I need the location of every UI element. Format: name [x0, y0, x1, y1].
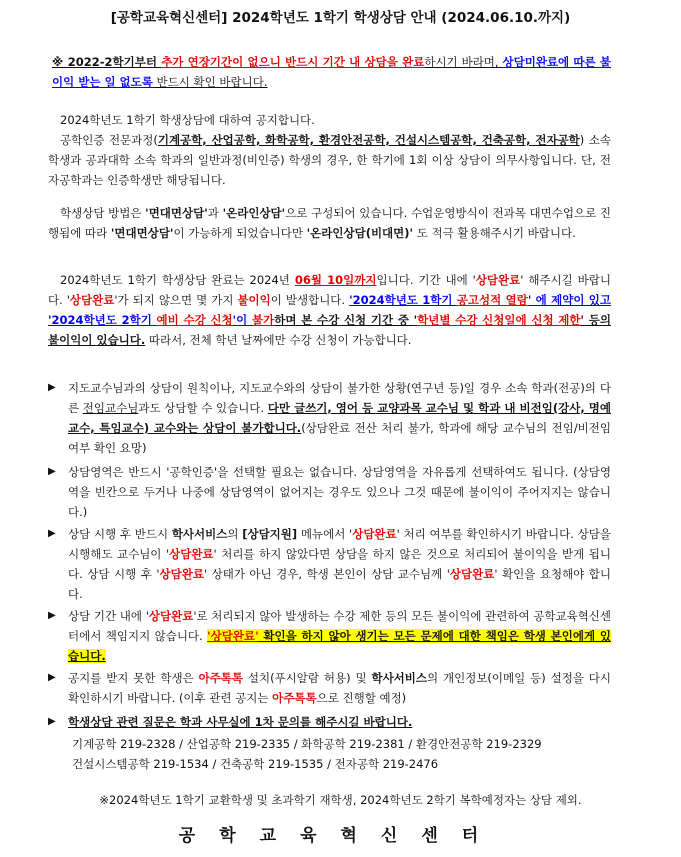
restriction-1e: ' 등의 불이익이 있습니다.	[48, 313, 611, 347]
notice-prefix: ※ 2022-2학기부터	[52, 55, 162, 69]
deadline-text-g: 따라서, 전체 학년 날짜에만 수강 신청이 가능합니다.	[145, 333, 412, 347]
restriction-1d: 하며 본 수강 신청 기간 중 '	[274, 313, 418, 327]
bullet-area	[48, 462, 611, 522]
intro-line: 2024학년도 1학기 학생상담에 대하여 공지합니다.	[60, 113, 315, 127]
paragraph-method	[48, 203, 611, 243]
b1-text-a: 지도교수님과의 상담이 원칙이나, 지도교수와의 상담이 불가한 상황(연구년 등)일 경우 소속 학과(전공)의 다른	[68, 381, 611, 415]
footnote: ※2024학년도 1학기 교환학생 및 초과학기 재학생, 2024학년도 2학기 복학예정자는 상담 제외.	[99, 793, 582, 807]
triangle-bullet-icon: ▶	[48, 382, 56, 393]
center-name: 공학교육혁신센터	[178, 826, 503, 846]
triangle-bullet-icon: ▶	[48, 672, 56, 683]
b5-app-2: 아주톡톡	[272, 691, 317, 705]
b1-restriction: 다만 글쓰기, 영어 등 교양과목 교수님 및 학과 내 비전임(강사, 명예교수, 특임교수) 교수와는 상담이 불가합니다.	[68, 401, 611, 435]
b4-highlight-done: '상담완료'	[207, 629, 259, 643]
done-label-2: 상담완료	[69, 293, 115, 307]
b5-text-b: 설치(푸시알람 허용) 및	[243, 671, 372, 685]
method-text-c: 으로 구성되어 있습니다. 수업운영방식이 전과목 대면수업으로 진행됨에 따라	[48, 206, 612, 240]
b1-text-c: 과도 상담할 수 있습니다.	[138, 401, 268, 415]
method-text-a: 학생상담 방법은	[60, 206, 146, 220]
deadline-text-c: ' 해주시길 바랍니다. '	[48, 273, 612, 307]
b6-text: 학생상담 관련 질문은 학과 사무실에 1차 문의를 해주시길 바랍니다.	[68, 715, 413, 729]
b5-service: 학사서비스	[371, 671, 428, 685]
phone-line-2: 건설시스템공학 219-1534 / 건축공학 219-1535 / 전자공학 219-2476	[72, 757, 439, 771]
b4-highlight-text: 확인을 하지 않아 생기는 모든 문제에 대한 책임은 학생 본인에게 있습니다.	[68, 629, 611, 663]
restriction-prereg: 예비 수강 신청	[156, 313, 233, 327]
method-text-b: 과	[207, 206, 223, 220]
restriction-grades: 공고성적 열람	[456, 293, 528, 307]
intro-text-a: 공학인증 전문과정(	[60, 133, 158, 147]
b1-fulltime: 전임교수님	[82, 401, 139, 415]
intro-text-b: ) 소속 학생과 공과대학 소속 학과의 일반과정(비인증) 학생의 경우, 한 학기에 1회 이상 상담이 의무사항입니다. 단, 전자공학과는 인증학생만 해당됩니다.	[48, 133, 612, 187]
triangle-bullet-icon: ▶	[48, 528, 56, 539]
b3-menu: [상담지원]	[242, 527, 298, 541]
bullet-notification	[48, 668, 611, 708]
method-text-e: 도 적극 활용해주시기 바랍니다.	[413, 226, 576, 240]
b3-text-g: ' 확인을 요청해야 합니다.	[68, 567, 612, 601]
method-online-2: '온라인상담(비대면)'	[306, 226, 414, 240]
method-online: '온라인상담'	[222, 206, 286, 220]
done-label-1: 상담완료	[475, 273, 521, 287]
restriction-1a: '2024학년도 1학기	[349, 293, 457, 307]
deadline-text-e: 이 발생합니다.	[270, 293, 350, 307]
triangle-bullet-icon: ▶	[48, 716, 56, 727]
deadline-text-b: 입니다. 기간 내에 '	[376, 273, 476, 287]
b3-service: 학사서비스	[171, 527, 228, 541]
notice-red-text: 추가 연장기간이 없으니 반드시 기간 내 상담을 완료	[161, 55, 425, 69]
bullet-responsibility	[48, 606, 611, 666]
notice-suffix: 반드시 확인 바랍니다.	[152, 75, 268, 89]
b4-text-b: '로 처리되지 않아 발생하는 수강 제한 등의 모든 불이익에 관련하여 공학교육혁신센터에서 책임지지 않습니다.	[68, 609, 612, 643]
paragraph-deadline	[48, 270, 611, 350]
triangle-bullet-icon: ▶	[48, 610, 56, 621]
b5-app: 아주톡톡	[198, 671, 244, 685]
b5-text-c: 의 개인정보(이메일 등) 설정을 다시 확인하시기 바랍니다. (이후 관련 공지는	[68, 671, 611, 705]
restriction-1c: '이	[232, 313, 252, 327]
b3-text-f: ' 상태가 아닌 경우, 학생 본인이 상담 교수님께 '	[203, 567, 450, 581]
deadline-text-d: '가 되지 않으면 몇 가지	[114, 293, 238, 307]
b3-text-d: ' 처리 여부를 확인하시기 바랍니다. 상담을 시행해도 교수님이 '	[68, 527, 611, 561]
b1-text-e: (상담완료 전산 처리 불가, 학과에 해당 교수님의 전임/비전임 여부 확인 요망)	[68, 421, 612, 455]
bullet-check	[48, 524, 611, 604]
b3-done-4: 상담완료	[449, 567, 495, 581]
b3-text-c: 메뉴에서 '	[297, 527, 353, 541]
b3-done-1: 상담완료	[352, 527, 397, 541]
deadline-text-a: 2024학년도 1학기 학생상담 완료는 2024년	[60, 273, 295, 287]
document-title: [공학교육혁신센터] 2024학년도 1학기 학생상담 안내 (2024.06.10.까지)	[110, 10, 571, 26]
b2-text: 상담영역은 반드시 '공학인증'을 선택할 필요는 없습니다. 상담영역을 자유롭게 선택하여도 됩니다. (상담영역을 빈칸으로 두거나 나중에 상담영역이 없어지는 경우도 있으나 그것 때문에 불이익이 주어지지는 않습니다.)	[68, 465, 611, 519]
method-face-2: '면대면상담'	[110, 226, 174, 240]
paragraph-intro	[48, 110, 611, 190]
b3-done-2: 상담완료	[169, 547, 214, 561]
b3-text-b: 의	[227, 527, 243, 541]
b3-text-e: ' 처리를 하지 않았다면 상담을 하지 않은 것으로 처리되어 불이익을 받게 됩니다. 상담 시행 후 '	[68, 547, 611, 581]
b5-text-d: 으로 진행할 예정)	[316, 691, 407, 705]
notice-mid: 하시기 바라며,	[424, 55, 503, 69]
b3-text-a: 상담 시행 후 반드시	[68, 527, 172, 541]
method-face: '면대면상담'	[145, 206, 208, 220]
b5-text-a: 공지를 받지 못한 학생은	[68, 671, 199, 685]
important-notice	[52, 52, 611, 92]
phone-list	[72, 734, 542, 774]
notice-blue-text: 상담미완료에 따른 불이익 받는 일 없도록	[52, 55, 612, 89]
triangle-bullet-icon: ▶	[48, 466, 56, 477]
bullet-contact	[48, 712, 611, 732]
disadvantage-word: 불이익	[237, 293, 271, 307]
restriction-impossible: 불가	[252, 313, 275, 327]
deadline-date: 06월 10일까지	[294, 273, 377, 287]
b3-done-3: 상담완료	[159, 567, 204, 581]
method-text-d: 이 가능하게 되었습니다만	[173, 226, 307, 240]
intro-body	[48, 130, 611, 190]
restriction-1b: ' 에 제약이 있고 '2024학년도 2학기	[48, 293, 611, 327]
bullet-advisor	[48, 378, 611, 458]
b4-done: 상담완료	[148, 609, 194, 623]
majors-list: 기계공학, 산업공학, 화학공학, 환경안전공학, 건설시스템공학, 건축공학, 전자공학	[157, 133, 580, 147]
phone-line-1: 기계공학 219-2328 / 산업공학 219-2335 / 화학공학 219-2381 / 환경안전공학 219-2329	[72, 737, 542, 751]
restriction-grade-day: 학년별 수강 신청일에 신청 제한	[417, 313, 581, 327]
b4-text-a: 상담 기간 내에 '	[68, 609, 149, 623]
